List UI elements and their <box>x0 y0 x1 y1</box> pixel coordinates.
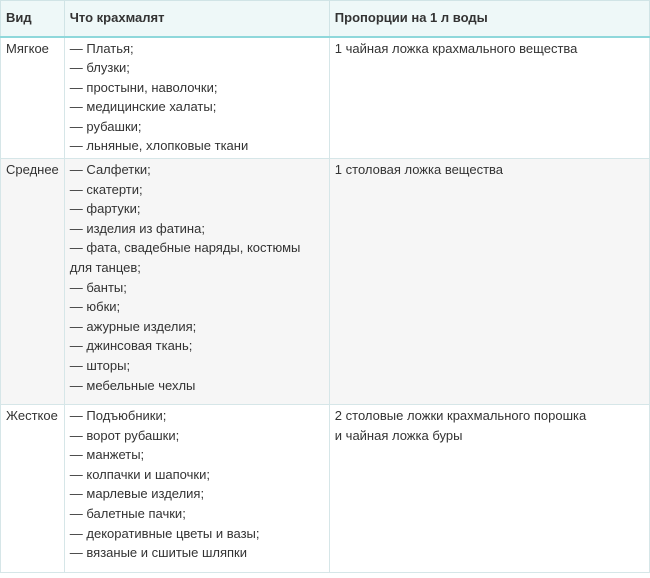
list-item: — мебельные чехлы <box>69 377 196 393</box>
table-row-soft <box>1 37 650 159</box>
list-item: — Подъюбники; <box>69 408 167 423</box>
list-item: — льняные, хлопковые ткани <box>69 138 249 154</box>
header-proportion: Пропорции на 1 л воды <box>329 1 649 37</box>
list-item: — манжеты; <box>69 447 145 463</box>
list-item: — вязаные и сшитые шляпки <box>69 545 248 561</box>
proportion-line: 1 столовая ложка вещества <box>334 162 504 177</box>
table-row-hard <box>1 405 650 573</box>
list-item: — декоративные цветы и вазы; <box>69 525 260 541</box>
list-item: — юбки; <box>69 299 121 315</box>
list-item: — фата, свадебные наряды, костюмы <box>69 240 301 256</box>
list-item: — банты; <box>69 279 127 295</box>
list-item: для танцев; <box>69 259 141 275</box>
cell-kind <box>1 405 65 573</box>
cell-kind <box>1 37 65 159</box>
header-row <box>1 1 650 37</box>
list-item: — ворот рубашки; <box>69 427 180 443</box>
table-header <box>1 1 650 37</box>
list-item: — блузки; <box>69 60 130 76</box>
cell-proportion <box>329 405 649 573</box>
list-item: — изделия из фатина; <box>69 220 205 236</box>
list-item: — марлевые изделия; <box>69 486 205 502</box>
cell-items <box>64 37 329 159</box>
list-item: — колпачки и шапочки; <box>69 466 210 482</box>
kind-label: Жесткое <box>6 408 58 423</box>
proportion-line: 2 столовые ложки крахмального порошка <box>334 408 587 423</box>
list-item: — балетные пачки; <box>69 505 186 521</box>
proportion-line: и чайная ложка буры <box>334 427 463 443</box>
proportion-line: 1 чайная ложка крахмального вещества <box>334 40 578 56</box>
cell-kind <box>1 159 65 405</box>
table-row-medium <box>1 159 650 405</box>
list-item: — простыни, наволочки; <box>69 79 218 95</box>
kind-label: Среднее <box>6 162 59 177</box>
list-item: — ажурные изделия; <box>69 318 197 334</box>
cell-items <box>64 405 329 573</box>
header-kind: Вид <box>1 1 65 37</box>
list-item: — скатерти; <box>69 181 143 197</box>
list-item: — шторы; <box>69 357 131 373</box>
list-item: — рубашки; <box>69 118 142 134</box>
list-item: — Платья; <box>69 40 134 56</box>
list-item: — Салфетки; <box>69 162 151 177</box>
cell-items <box>64 159 329 405</box>
list-item: — джинсовая ткань; <box>69 338 193 354</box>
header-items: Что крахмалят <box>64 1 329 37</box>
list-item: — медицинские халаты; <box>69 99 217 115</box>
cell-proportion <box>329 37 649 159</box>
table-body <box>1 37 650 573</box>
kind-label: Мягкое <box>6 40 49 56</box>
cell-proportion <box>329 159 649 405</box>
list-item: — фартуки; <box>69 201 141 217</box>
